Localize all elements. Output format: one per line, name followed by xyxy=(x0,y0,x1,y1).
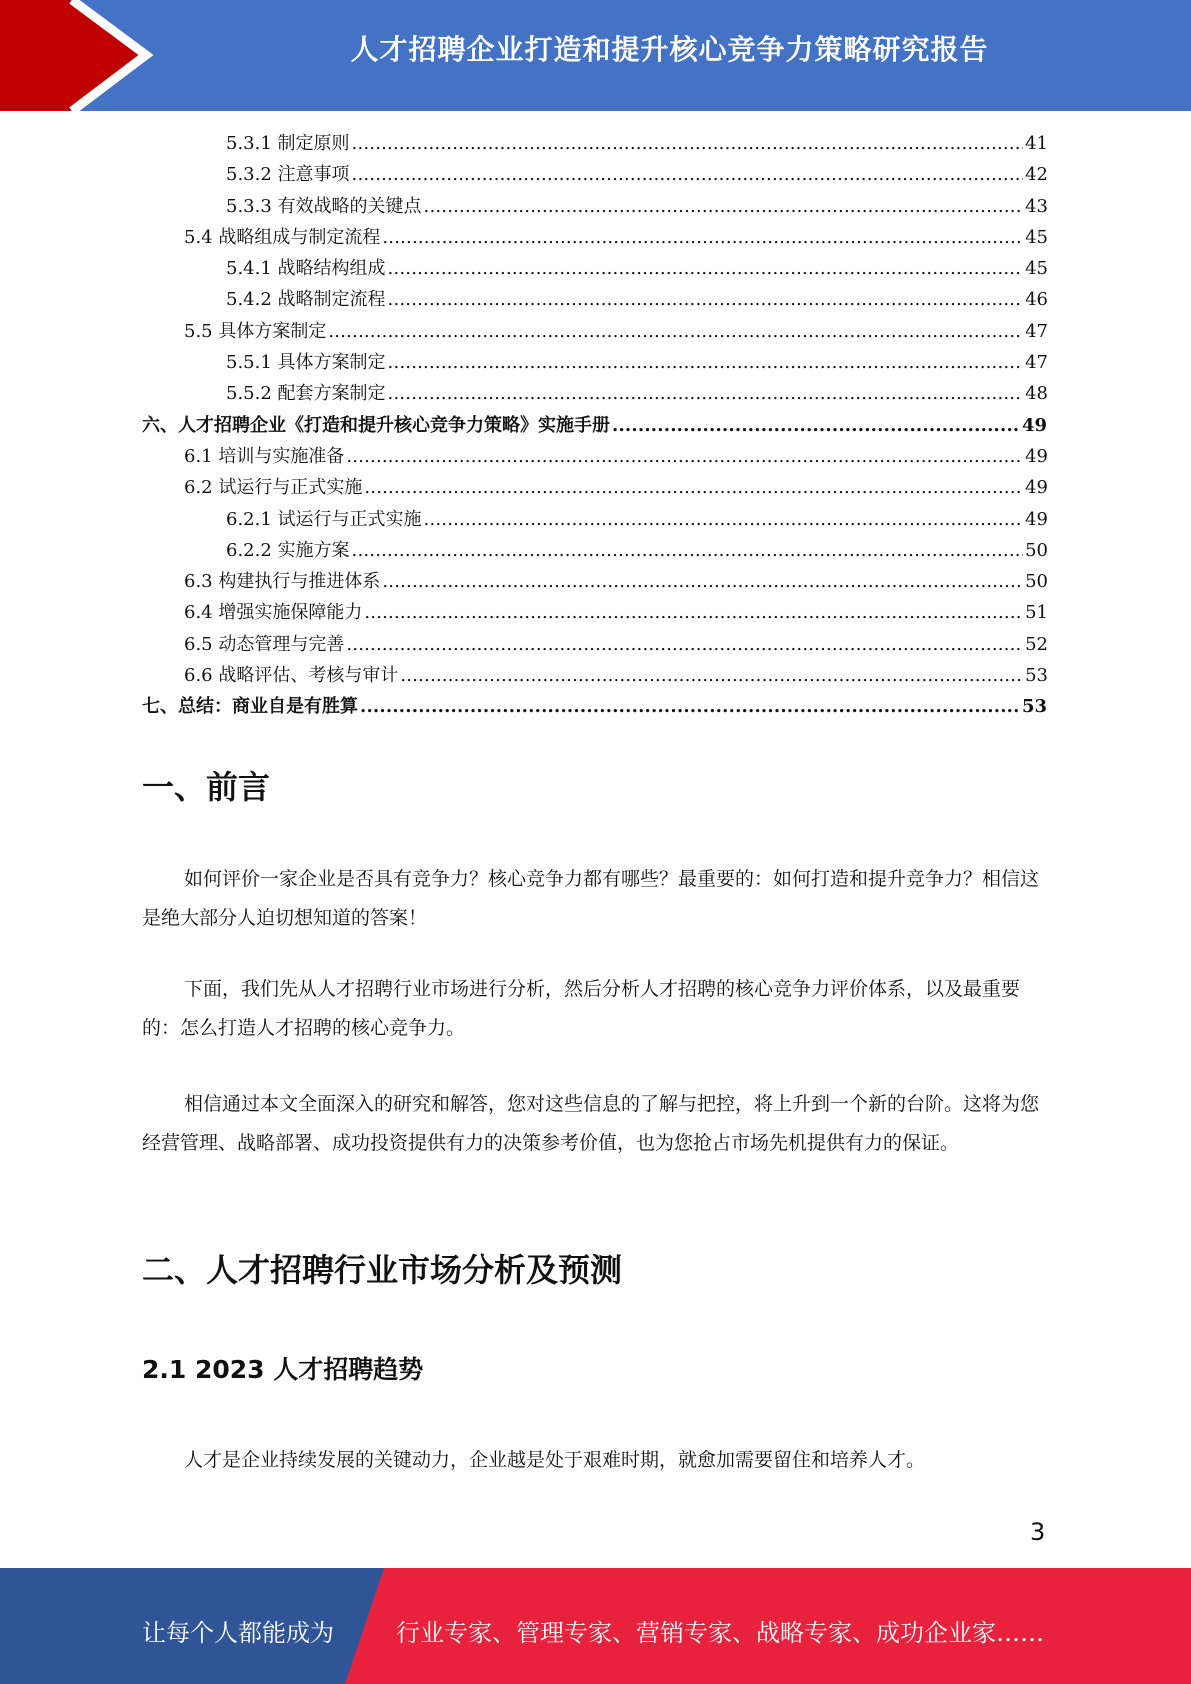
toc-entry[interactable] xyxy=(142,191,1047,222)
toc-entry[interactable] xyxy=(142,378,1047,409)
toc-leader-dots xyxy=(382,566,1023,597)
toc-entry-label: 6.1 培训与实施准备 xyxy=(184,445,345,467)
toc-entry-label: 6.2.2 实施方案 xyxy=(226,539,350,561)
toc-entry-page: 52 xyxy=(1025,633,1048,655)
toc-entry-label: 6.4 增强实施保障能力 xyxy=(184,602,363,624)
toc-leader-dots xyxy=(612,410,1020,441)
toc-entry[interactable] xyxy=(142,222,1047,253)
toc-entry[interactable] xyxy=(142,347,1047,378)
table-of-contents xyxy=(142,128,1047,723)
toc-entry[interactable] xyxy=(142,629,1047,660)
toc-entry-page: 53 xyxy=(1021,696,1047,718)
paragraph: 如何评价一家企业是否具有竞争力？核心竞争力都有哪些？最重要的：如何打造和提升竞争力？相信这是绝大部分人迫切想知道的答案！ xyxy=(142,868,1040,929)
toc-entry-page: 41 xyxy=(1025,133,1048,154)
toc-entry-label: 5.3.2 注意事项 xyxy=(226,164,350,186)
toc-leader-dots xyxy=(352,128,1024,159)
toc-entry[interactable] xyxy=(142,253,1047,284)
toc-entry-label: 6.5 动态管理与完善 xyxy=(184,633,345,655)
toc-leader-dots xyxy=(382,222,1023,253)
market-analysis-heading: 二、人才招聘行业市场分析及预测 xyxy=(142,1251,623,1289)
toc-leader-dots xyxy=(388,378,1024,409)
toc-entry-page: 46 xyxy=(1025,289,1048,311)
toc-entry-page: 49 xyxy=(1021,414,1047,436)
trend-subheading: 2.1 2023 人才招聘趋势 xyxy=(142,1355,424,1384)
preface-heading: 一、前言 xyxy=(142,768,271,806)
toc-leader-dots xyxy=(346,441,1023,472)
toc-leader-dots xyxy=(352,535,1024,566)
footer-slogan-left: 让每个人都能成为 xyxy=(142,1619,334,1647)
document-title: 人才招聘企业打造和提升核心竞争力策略研究报告 xyxy=(350,33,989,66)
footer-slogan-right: 行业专家、管理专家、营销专家、战略专家、成功企业家…… xyxy=(396,1619,1044,1647)
toc-leader-dots xyxy=(328,316,1023,347)
toc-leader-dots xyxy=(346,629,1023,660)
toc-entry[interactable] xyxy=(142,504,1047,535)
toc-entry-page: 49 xyxy=(1025,477,1048,499)
toc-entry-label: 七、总结：商业自是有胜算 xyxy=(142,696,358,718)
toc-entry[interactable] xyxy=(142,660,1047,691)
toc-entry-label: 5.4 战略组成与制定流程 xyxy=(184,226,381,248)
toc-entry-label: 6.2 试运行与正式实施 xyxy=(184,477,363,499)
toc-leader-dots xyxy=(400,660,1023,691)
toc-entry-label: 5.4.2 战略制定流程 xyxy=(226,289,386,311)
toc-entry[interactable] xyxy=(142,159,1047,190)
toc-entry[interactable] xyxy=(142,284,1047,315)
toc-entry[interactable] xyxy=(142,128,1047,159)
toc-leader-dots xyxy=(388,253,1024,284)
toc-entry-label: 6.6 战略评估、考核与审计 xyxy=(184,665,399,687)
toc-entry-page: 45 xyxy=(1025,226,1048,248)
toc-entry[interactable] xyxy=(142,441,1047,472)
paragraph: 下面，我们先从人才招聘行业市场进行分析，然后分析人才招聘的核心竞争力评价体系，以及最重要的：怎么打造人才招聘的核心竞争力。 xyxy=(142,978,1021,1039)
toc-entry-label: 六、人才招聘企业《打造和提升核心竞争力策略》实施手册 xyxy=(142,414,610,436)
toc-entry-page: 51 xyxy=(1025,602,1048,624)
toc-leader-dots xyxy=(364,597,1023,628)
toc-entry-page: 50 xyxy=(1025,571,1048,593)
toc-entry-label: 5.4.1 战略结构组成 xyxy=(226,258,386,280)
toc-entry[interactable] xyxy=(142,691,1047,722)
toc-entry-label: 5.3.1 制定原则 xyxy=(226,133,350,154)
toc-entry-page: 43 xyxy=(1025,195,1048,217)
page-number: 3 xyxy=(1030,1518,1046,1546)
toc-leader-dots xyxy=(364,472,1023,503)
toc-entry-label: 5.5.1 具体方案制定 xyxy=(226,352,386,374)
toc-entry[interactable] xyxy=(142,597,1047,628)
toc-entry-page: 49 xyxy=(1025,445,1048,467)
toc-entry-page: 42 xyxy=(1025,164,1048,186)
toc-leader-dots xyxy=(388,284,1024,315)
toc-entry-label: 5.5 具体方案制定 xyxy=(184,320,327,342)
toc-entry-label: 5.3.3 有效战略的关键点 xyxy=(226,195,422,217)
toc-leader-dots xyxy=(388,347,1024,378)
toc-leader-dots xyxy=(360,691,1020,722)
toc-entry[interactable] xyxy=(142,410,1047,441)
toc-entry-page: 53 xyxy=(1025,665,1048,687)
paragraph: 相信通过本文全面深入的研究和解答，您对这些信息的了解与把控，将上升到一个新的台阶。这将为您经营管理、战略部署、成功投资提供有力的决策参考价值，也为您抢占市场先机提供有力的保证。 xyxy=(142,1093,1040,1154)
toc-leader-dots xyxy=(424,191,1024,222)
toc-entry-page: 50 xyxy=(1025,539,1048,561)
toc-entry[interactable] xyxy=(142,316,1047,347)
toc-entry[interactable] xyxy=(142,566,1047,597)
toc-entry-page: 47 xyxy=(1025,352,1048,374)
toc-entry-page: 48 xyxy=(1025,383,1048,405)
toc-entry-label: 6.2.1 试运行与正式实施 xyxy=(226,508,422,530)
toc-entry[interactable] xyxy=(142,472,1047,503)
paragraph: 人才是企业持续发展的关键动力，企业越是处于艰难时期，就愈加需要留住和培养人才。 xyxy=(184,1449,926,1471)
toc-entry[interactable] xyxy=(142,535,1047,566)
toc-leader-dots xyxy=(424,504,1024,535)
toc-entry-label: 6.3 构建执行与推进体系 xyxy=(184,571,381,593)
toc-entry-page: 49 xyxy=(1025,508,1048,530)
page-header-banner xyxy=(0,0,1191,111)
toc-entry-label: 5.5.2 配套方案制定 xyxy=(226,383,386,405)
toc-entry-page: 47 xyxy=(1025,320,1048,342)
toc-entry-page: 45 xyxy=(1025,258,1048,280)
toc-leader-dots xyxy=(352,159,1024,190)
page-footer-banner xyxy=(0,1568,1191,1684)
